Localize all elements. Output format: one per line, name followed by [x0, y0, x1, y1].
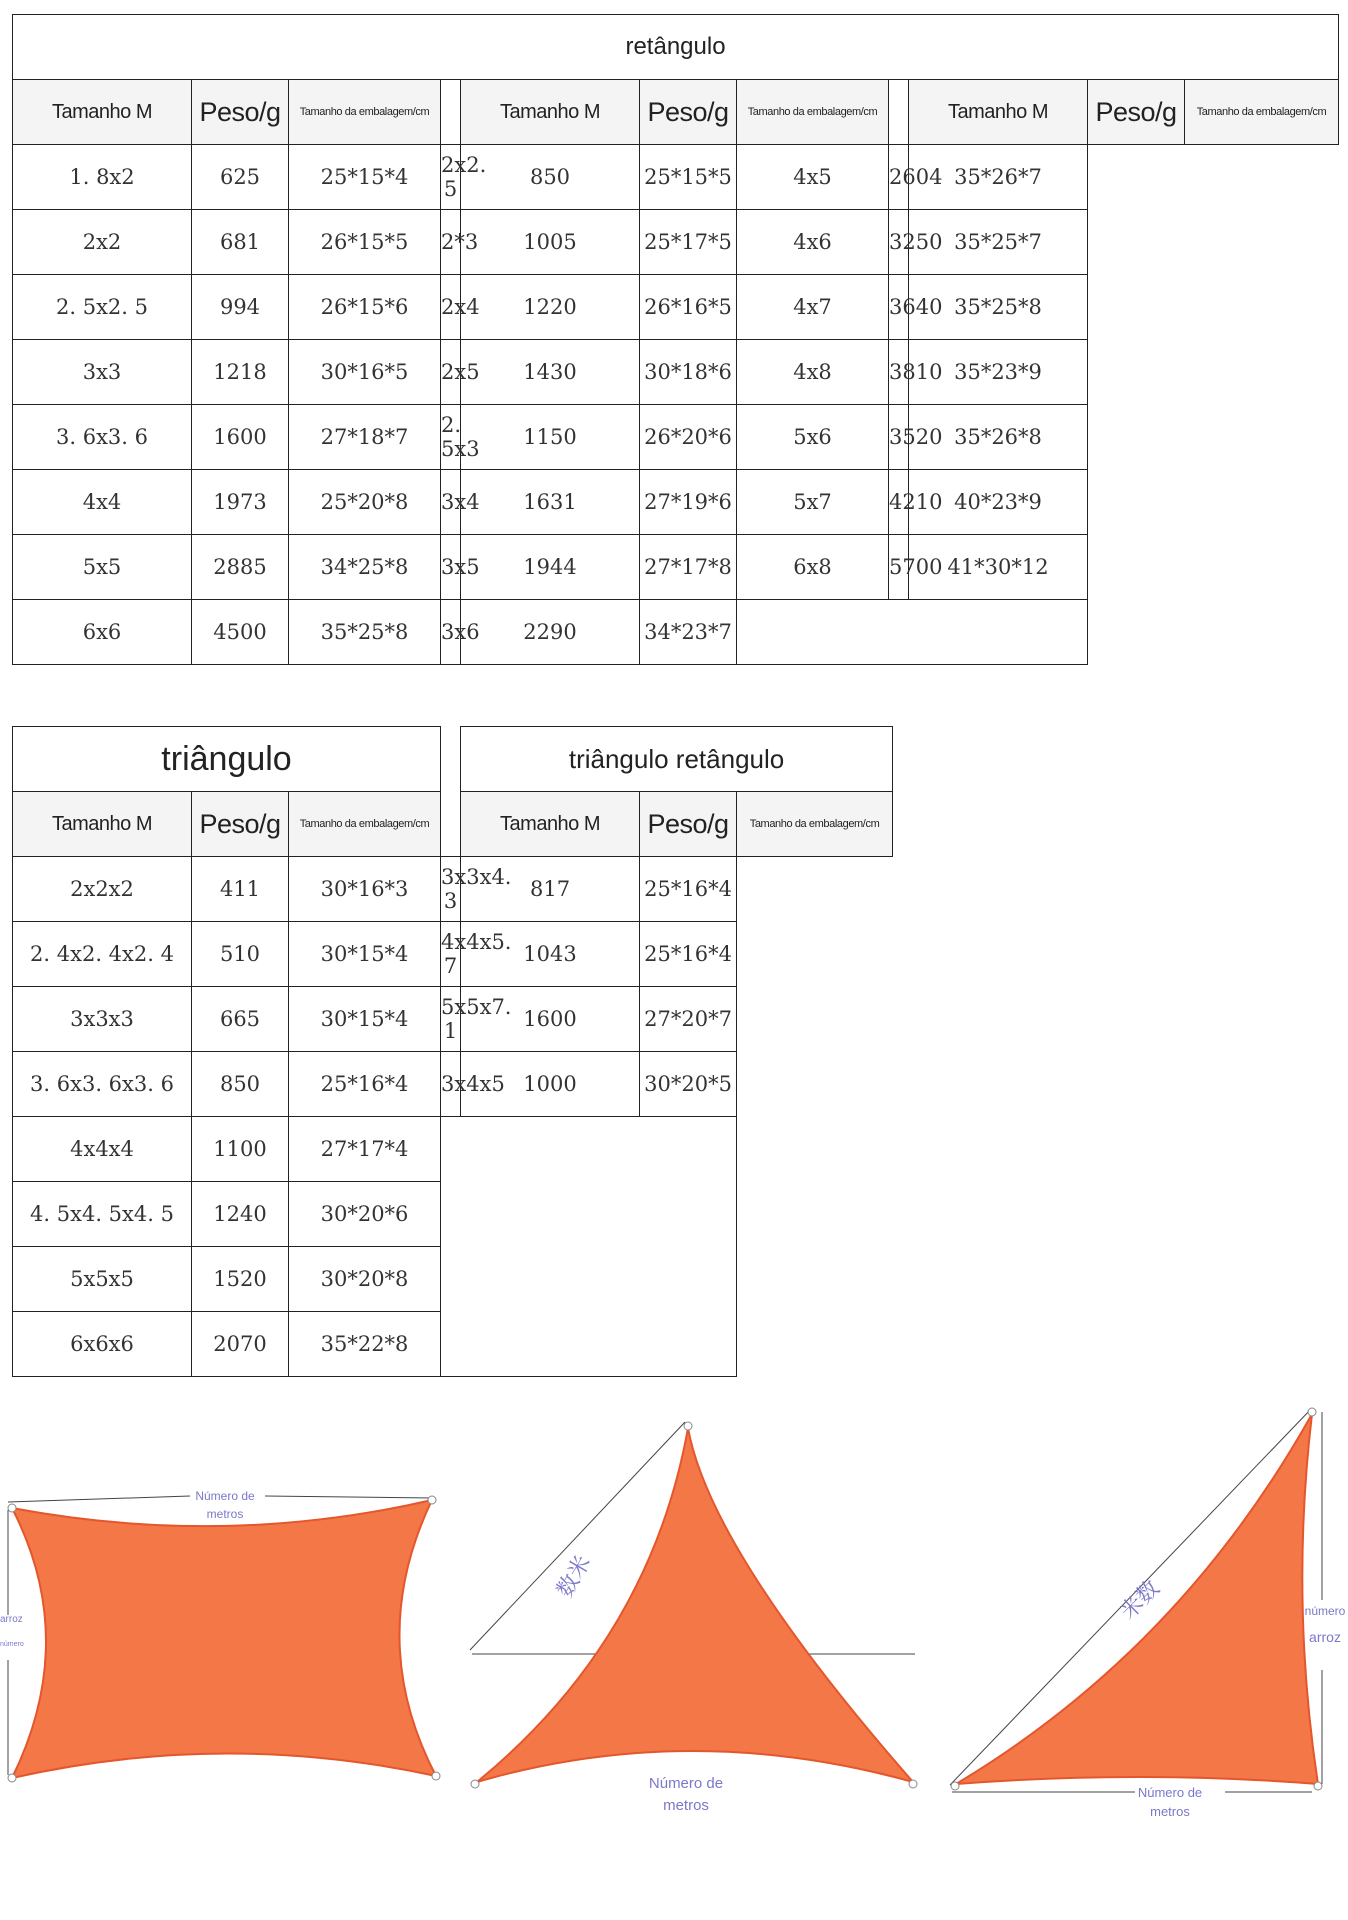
cell-package: 25*15*4	[289, 145, 441, 210]
cell-package: 30*20*8	[289, 1247, 441, 1312]
cell-package: 25*16*4	[640, 857, 737, 922]
header-size: Tamanho M	[909, 80, 1088, 145]
cell-size: 2. 4x2. 4x2. 4	[13, 922, 192, 987]
cell-weight: 1973	[192, 470, 289, 535]
grommet-icon	[909, 1780, 917, 1788]
cell-weight: 4500	[192, 600, 289, 665]
table-row	[13, 275, 1339, 340]
rt-bottom-label-1: Número de	[1137, 1785, 1203, 1800]
cell-package: 35*25*7	[909, 210, 1088, 275]
cell-size: 4x6	[737, 210, 889, 275]
table-row	[13, 600, 1339, 665]
cell-weight: 1220	[461, 275, 640, 340]
cell-size: 5x5x7. 1	[441, 987, 461, 1052]
cell-package: 35*23*9	[909, 340, 1088, 405]
cell-package: 40*23*9	[909, 470, 1088, 535]
cell-weight: 1631	[461, 470, 640, 535]
triangle-sail	[477, 1428, 913, 1782]
cell-size: 6x8	[737, 535, 889, 600]
column-divider	[889, 80, 909, 145]
rectangle-header-row	[13, 80, 1339, 145]
rt-right-label-1: número	[1304, 1604, 1345, 1618]
header-package: Tamanho da embalagem/cm	[289, 80, 441, 145]
cell-weight: 665	[192, 987, 289, 1052]
cell-size: 3x3x4. 3	[441, 857, 461, 922]
header-weight: Peso/g	[192, 792, 289, 857]
cell-size: 4x5	[737, 145, 889, 210]
header-size: Tamanho M	[461, 792, 640, 857]
rect-left-label-1: arroz	[0, 1614, 23, 1625]
cell-size: 4x4x5. 7	[441, 922, 461, 987]
cell-package: 26*20*6	[640, 405, 737, 470]
grommet-icon	[1308, 1408, 1316, 1416]
cell-package: 25*16*4	[289, 1052, 441, 1117]
cell-package: 26*16*5	[640, 275, 737, 340]
cell-size: 4x7	[737, 275, 889, 340]
header-weight: Peso/g	[1088, 80, 1185, 145]
column-divider	[441, 727, 461, 857]
cell-size: 3x3x3	[13, 987, 192, 1052]
cell-weight: 3250	[889, 210, 909, 275]
cell-package: 35*25*8	[289, 600, 441, 665]
cell-size: 2x2. 5	[441, 145, 461, 210]
cell-size: 4x4	[13, 470, 192, 535]
cell-size: 2x2	[13, 210, 192, 275]
cell-size: 5x6	[737, 405, 889, 470]
cell-weight: 994	[192, 275, 289, 340]
cell-weight: 3640	[889, 275, 909, 340]
cell-size: 6x6	[13, 600, 192, 665]
tri-bottom-label-2: metros	[663, 1797, 709, 1814]
header-weight: Peso/g	[640, 80, 737, 145]
grommet-icon	[471, 1780, 479, 1788]
cell-package: 26*15*5	[289, 210, 441, 275]
right-triangle-title: triângulo retângulo	[461, 727, 893, 792]
cell-package: 30*16*5	[289, 340, 441, 405]
triangle-sail-figure	[460, 1400, 930, 1820]
cell-package: 30*20*6	[289, 1182, 441, 1247]
cell-package: 27*17*4	[289, 1117, 441, 1182]
table-row	[13, 145, 1339, 210]
triangle-tables	[12, 726, 893, 1377]
cell-weight: 2885	[192, 535, 289, 600]
header-size: Tamanho M	[13, 80, 192, 145]
header-package: Tamanho da embalagem/cm	[1185, 80, 1339, 145]
cell-package: 30*16*3	[289, 857, 441, 922]
header-package: Tamanho da embalagem/cm	[737, 792, 893, 857]
cell-weight: 1218	[192, 340, 289, 405]
table-row	[13, 857, 893, 922]
cell-size: 3x4	[441, 470, 461, 535]
header-weight: Peso/g	[640, 792, 737, 857]
cell-size: 5x5	[13, 535, 192, 600]
cell-package: 30*15*4	[289, 987, 441, 1052]
grommet-icon	[8, 1774, 16, 1782]
cell-size: 4. 5x4. 5x4. 5	[13, 1182, 192, 1247]
table-row	[13, 922, 893, 987]
cell-size: 3x5	[441, 535, 461, 600]
table-row	[13, 1117, 893, 1182]
cell-package: 41*30*12	[909, 535, 1088, 600]
cell-weight: 625	[192, 145, 289, 210]
triangle-title: triângulo	[13, 727, 441, 792]
rectangle-table	[12, 14, 1339, 665]
cell-weight: 1150	[461, 405, 640, 470]
cell-size: 4x8	[737, 340, 889, 405]
cell-weight: 411	[192, 857, 289, 922]
cell-size: 2x2x2	[13, 857, 192, 922]
cell-package: 30*15*4	[289, 922, 441, 987]
cell-weight: 1430	[461, 340, 640, 405]
rt-bottom-label-2: metros	[1150, 1804, 1190, 1819]
grommet-icon	[8, 1504, 16, 1512]
grommet-icon	[684, 1422, 692, 1430]
cell-package: 27*20*7	[640, 987, 737, 1052]
cell-size: 3x3	[13, 340, 192, 405]
right-triangle-sail-figure	[940, 1400, 1345, 1820]
cell-size: 3x6	[441, 600, 461, 665]
cell-size: 3. 6x3. 6x3. 6	[13, 1052, 192, 1117]
cell-size: 2x5	[441, 340, 461, 405]
cell-size: 5x7	[737, 470, 889, 535]
cell-size: 2*3	[441, 210, 461, 275]
cell-size: 2. 5x3	[441, 405, 461, 470]
table-row	[13, 1052, 893, 1117]
cell-package: 35*26*7	[909, 145, 1088, 210]
cell-package: 34*23*7	[640, 600, 737, 665]
empty-cell	[737, 600, 1088, 665]
cell-package: 30*20*5	[640, 1052, 737, 1117]
cell-package: 27*19*6	[640, 470, 737, 535]
cell-weight: 817	[461, 857, 640, 922]
cell-weight: 1100	[192, 1117, 289, 1182]
cell-weight: 2070	[192, 1312, 289, 1377]
cell-weight: 1043	[461, 922, 640, 987]
cell-size: 3x4x5	[441, 1052, 461, 1117]
cell-weight: 850	[461, 145, 640, 210]
cell-weight: 1600	[192, 405, 289, 470]
cell-weight: 1520	[192, 1247, 289, 1312]
table-row	[13, 340, 1339, 405]
cell-weight: 4210	[889, 470, 909, 535]
header-weight: Peso/g	[192, 80, 289, 145]
rect-top-label-1: Número de	[195, 1489, 255, 1503]
cell-package: 27*17*8	[640, 535, 737, 600]
grommet-icon	[432, 1772, 440, 1780]
cell-weight: 1005	[461, 210, 640, 275]
cell-package: 35*22*8	[289, 1312, 441, 1377]
header-package: Tamanho da embalagem/cm	[289, 792, 441, 857]
cell-weight: 1944	[461, 535, 640, 600]
cell-package: 27*18*7	[289, 405, 441, 470]
cell-size: 5x5x5	[13, 1247, 192, 1312]
table-row	[13, 535, 1339, 600]
cell-weight: 850	[192, 1052, 289, 1117]
tri-side-label: 数米	[551, 1550, 596, 1602]
grommet-icon	[1314, 1782, 1322, 1790]
header-size: Tamanho M	[13, 792, 192, 857]
cell-package: 26*15*6	[289, 275, 441, 340]
cell-package: 35*25*8	[909, 275, 1088, 340]
grommet-icon	[951, 1782, 959, 1790]
cell-package: 34*25*8	[289, 535, 441, 600]
cell-weight: 5700	[889, 535, 909, 600]
cell-size: 4x4x4	[13, 1117, 192, 1182]
rect-left-label-2: número	[0, 1641, 24, 1648]
header-package: Tamanho da embalagem/cm	[737, 80, 889, 145]
cell-weight: 2290	[461, 600, 640, 665]
cell-weight: 681	[192, 210, 289, 275]
rt-right-label-2: arroz	[1309, 1629, 1341, 1645]
cell-size: 2. 5x2. 5	[13, 275, 192, 340]
cell-size: 1. 8x2	[13, 145, 192, 210]
cell-package: 30*18*6	[640, 340, 737, 405]
table-row	[13, 210, 1339, 275]
rectangle-sail	[12, 1500, 436, 1778]
rect-top-dimension-line	[8, 1496, 190, 1502]
cell-package: 25*15*5	[640, 145, 737, 210]
cell-package: 25*17*5	[640, 210, 737, 275]
cell-package: 25*20*8	[289, 470, 441, 535]
table-row	[13, 987, 893, 1052]
rect-top-dimension-line	[265, 1496, 432, 1498]
cell-weight: 510	[192, 922, 289, 987]
cell-weight: 2604	[889, 145, 909, 210]
empty-cell	[441, 1117, 737, 1377]
header-size: Tamanho M	[461, 80, 640, 145]
rectangle-sail-figure	[0, 1400, 450, 1800]
table-row	[13, 405, 1339, 470]
tri-bottom-label-1: Número de	[648, 1775, 724, 1792]
cell-size: 3. 6x3. 6	[13, 405, 192, 470]
table-row	[13, 470, 1339, 535]
cell-size: 6x6x6	[13, 1312, 192, 1377]
cell-package: 35*26*8	[909, 405, 1088, 470]
cell-weight: 1240	[192, 1182, 289, 1247]
cell-package: 25*16*4	[640, 922, 737, 987]
rectangle-title: retângulo	[13, 15, 1339, 80]
rect-top-label-2: metros	[206, 1507, 244, 1521]
column-divider	[441, 80, 461, 145]
cell-size: 2x4	[441, 275, 461, 340]
grommet-icon	[428, 1496, 436, 1504]
cell-weight: 1000	[461, 1052, 640, 1117]
cell-weight: 3520	[889, 405, 909, 470]
rt-hyp-label: 米数	[1115, 1575, 1165, 1625]
cell-weight: 1600	[461, 987, 640, 1052]
cell-weight: 3810	[889, 340, 909, 405]
